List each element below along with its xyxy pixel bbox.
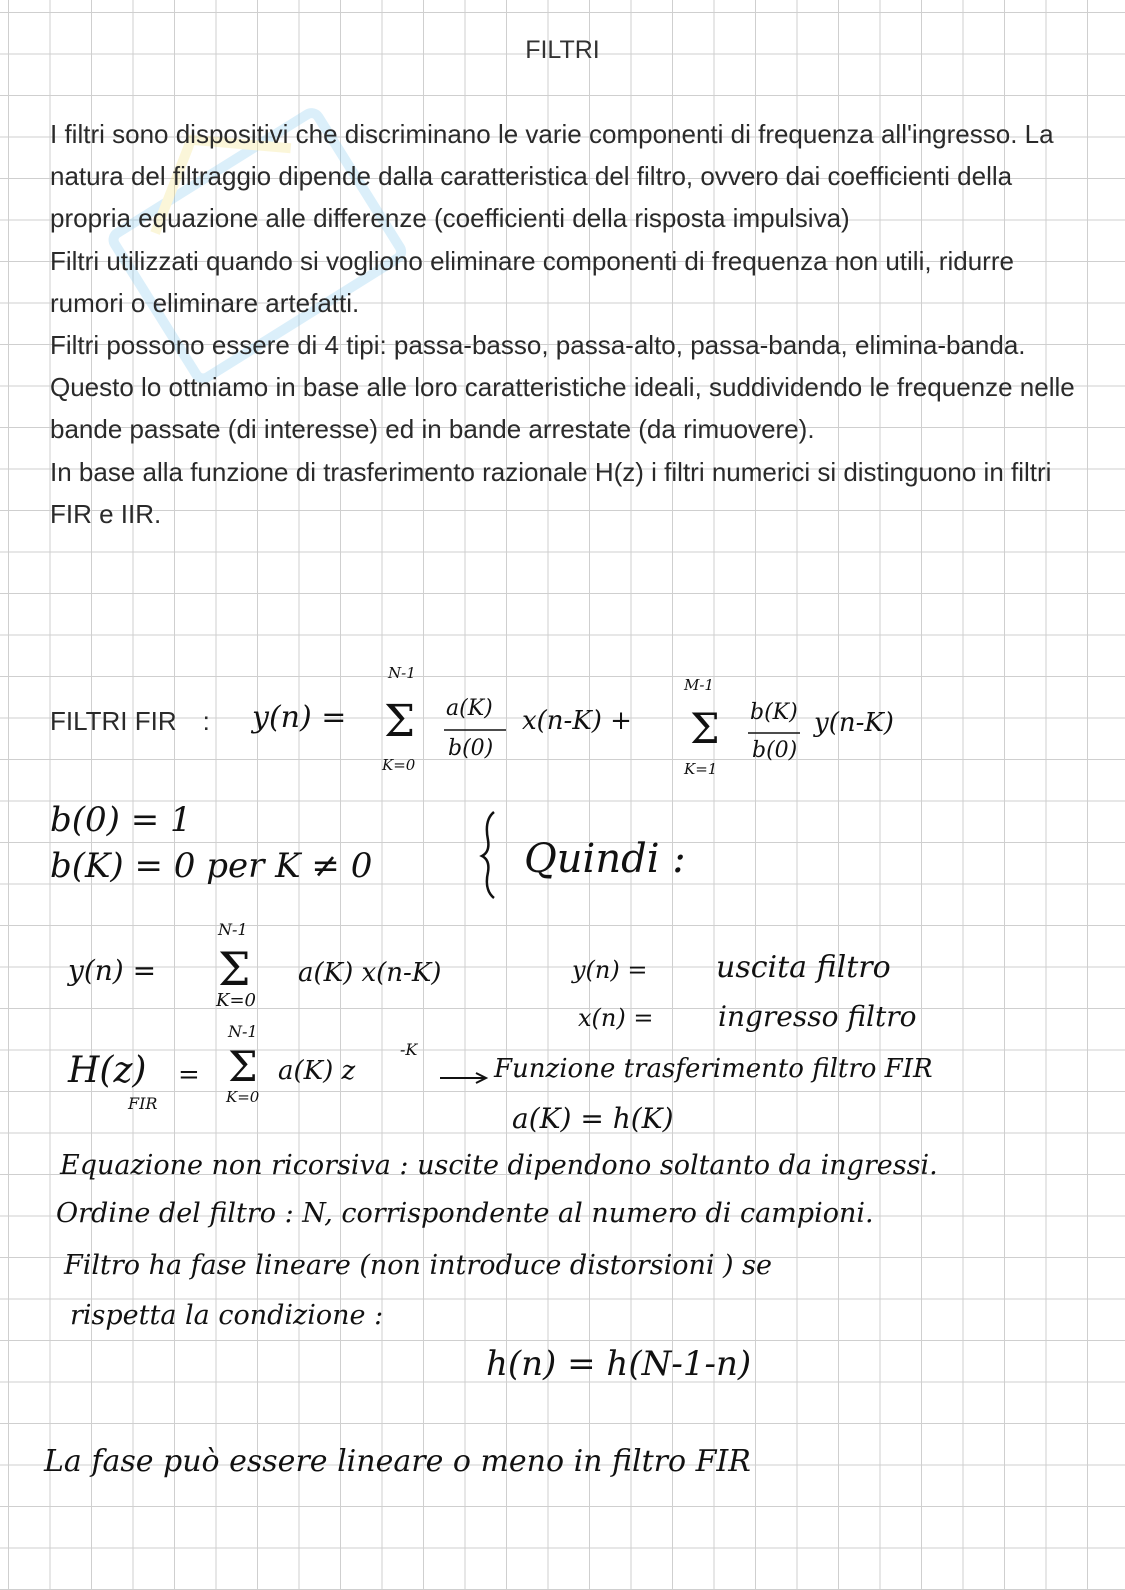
linear-phase-formula: h(n) = h(N-1-n) [486,1344,752,1384]
paragraph-bands: Questo lo ottniamo in base alle loro caratteristiche ideali, suddividendo le frequenze nelle bande passate (di interesse) ed in bande arrestate (da rimuovere). [50,372,1075,445]
transfer-lhs: H(z) [68,1050,147,1091]
frac2-num: b(K) [750,700,798,725]
paragraph-usage: Filtri utilizzati quando si vogliono eliminare componenti di frequenza non utili, ridurre rumori o eliminare artefatti. [50,245,1014,318]
term2: y(n-K) [814,708,894,738]
paragraph-transfer: In base alla funzione di trasferimento razionale H(z) i filtri numerici si distinguono in filtri FIR e IIR. [50,456,1052,529]
note-linear-phase: Filtro ha fase lineare (non introduce distorsioni ) se [64,1250,773,1281]
transfer-exp: -K [400,1040,418,1059]
fir-sum-upper: N-1 [218,920,248,939]
sum2-upper: M-1 [684,676,714,694]
page-title: FILTRI [525,36,600,64]
transfer-term: a(K) z [278,1056,356,1086]
transfer-eq: = [178,1060,200,1090]
fir-sum-lower: K=0 [216,990,256,1011]
fir-section-label: FILTRI FIR : [50,706,210,736]
transfer-sum-lower: K=0 [226,1088,260,1106]
frac2-bar [748,731,804,735]
legend-y-desc: uscita filtro [716,950,891,985]
sum1-symbol: Σ [384,696,416,747]
legend-x-symbol: x(n) = [578,1004,654,1032]
transfer-desc: Funzione trasferimento filtro FIR [494,1054,933,1084]
term1: x(n-K) + [522,706,632,736]
sum1-lower: K=0 [382,756,416,774]
fir-term: a(K) x(n-K) [298,958,442,988]
note-order: Ordine del filtro : N, corrispondente al numero di campioni. [56,1198,874,1229]
coefficient-identity: a(K) = h(K) [512,1102,674,1135]
fir-lhs: y(n) = [68,954,157,987]
condition-b0: b(0) = 1 [50,800,192,840]
frac2-den: b(0) [752,738,798,763]
legend-y-symbol: y(n) = [572,956,648,984]
frac1-num: a(K) [446,696,493,721]
condition-bk: b(K) = 0 per K ≠ 0 [50,846,373,886]
final-note: La fase può essere lineare o meno in filtro FIR [44,1444,751,1479]
brace-icon [480,810,500,900]
paragraph-definition: I filtri sono dispositivi che discriminano le varie componenti di frequenza all'ingresso. La natura del filtraggio dipende dalla caratteristica del filtro, ovvero dai coefficienti della propria equazione alle differenze (coefficienti della risposta impulsiva) [50,119,1054,234]
fir-sum-symbol: Σ [218,942,251,996]
frac1-den: b(0) [448,736,494,761]
sum1-upper: N-1 [388,664,416,682]
note-non-recursive: Equazione non ricorsiva : uscite dipendono soltanto da ingressi. [60,1150,938,1181]
sum2-lower: K=1 [684,760,718,778]
transfer-sum-symbol: Σ [228,1042,258,1091]
sum2-symbol: Σ [690,704,720,753]
transfer-sum-upper: N-1 [228,1022,258,1041]
legend-x-desc: ingresso filtro [718,1000,917,1033]
quindi-label: Quindi : [524,836,686,882]
paragraph-types: Filtri possono essere di 4 tipi: passa-basso, passa-alto, passa-banda, elimina-banda. [50,330,1026,361]
transfer-sub: FIR [128,1094,158,1113]
note-condition: rispetta la condizione : [70,1300,384,1331]
arrow-icon [440,1072,488,1084]
intro-text [50,113,1080,535]
general-lhs: y(n) = [252,700,347,735]
frac1-bar [444,728,508,732]
